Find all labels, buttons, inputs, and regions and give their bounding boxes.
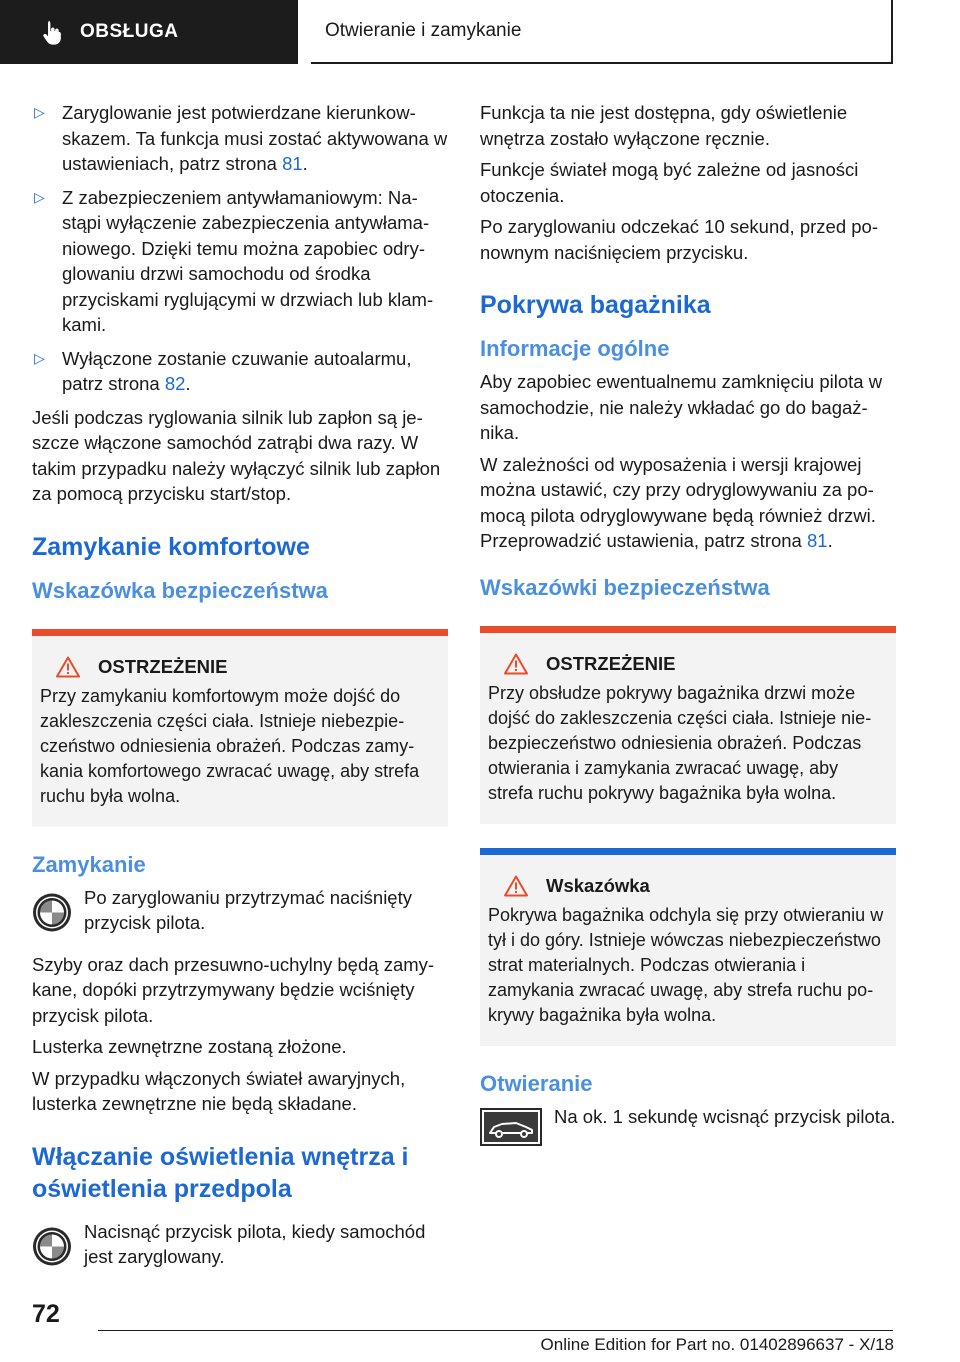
notice-text: Pokrywa bagażnika odchyla się przy otwieraniu w tył i do góry. Istnieje wówczas niebezpieczeństwo strat materialnych. Podczas otwierania i zamykania zwracać uwagę, aby strefa ruchu pokrywy bagażnika była wolna.: [488, 904, 884, 1025]
paragraph: [480, 452, 896, 554]
left-column: [32, 100, 448, 1286]
paragraph: Funkcja ta nie jest dostępna, gdy oświetlenie wnętrza zostało wyłączone ręcznie.: [480, 102, 848, 149]
notice-title: Wskazówka: [546, 874, 650, 896]
list-item-text: Z zabezpieczeniem antywłamaniowym: Nastąpi wyłączenie zabezpieczenia antywłamaniowego. Dzięki temu można zapobiec odryglowaniu drzwi samochodu od środka przyciskami ryglującymi w drzwiach lub klamkami.: [62, 186, 434, 335]
triangle-bullet-icon: ▷: [34, 104, 45, 120]
page-ref-link[interactable]: 81: [806, 530, 828, 551]
list-item-tail: .: [302, 153, 308, 174]
page-ref-link[interactable]: 81: [282, 153, 303, 174]
heading-interior-lights: Włączanie oświetlenia wnętrza i oświetlenia przedpola: [32, 1142, 409, 1203]
warning-header: [488, 653, 888, 675]
notice-box: [480, 848, 896, 1046]
list-item: [32, 346, 448, 397]
right-column: [480, 100, 896, 1162]
page-ref-link[interactable]: 82: [164, 373, 186, 394]
paragraph: Szyby oraz dach przesuwno-uchylny będą zamykane, dopóki przytrzymywany będzie wciśnięty przycisk pilota.: [32, 953, 435, 1026]
heading-safety-notes: Wskazówki bezpieczeństwa: [480, 574, 770, 600]
warning-title: OSTRZEŻENIE: [546, 652, 676, 674]
bmw-key-icon: [32, 1223, 72, 1270]
icon-paragraph: [32, 885, 448, 936]
list-item: [32, 100, 448, 177]
list-item-tail: .: [185, 373, 191, 394]
warning-triangle-icon: [504, 653, 528, 675]
page-number: 72: [32, 1300, 60, 1328]
warning-title: OSTRZEŻENIE: [98, 655, 228, 677]
paragraph: Jeśli podczas ryglowania silnik lub zapłon są jeszcze włączone samochód zatrąbi dwa razy. W takim przypadku należy wyłączyć silnik lub zapłon za pomocą przycisku start/stop.: [32, 406, 441, 504]
heading-opening: Otwieranie: [480, 1070, 593, 1096]
list-item-text: Wyłączone zostanie czuwanie autoalarmu, patrz strona: [62, 347, 412, 394]
hand-pointer-icon: [38, 18, 66, 46]
warning-triangle-icon: [504, 875, 528, 897]
footer-edition: Online Edition for Part no. 01402896637 - X/18: [540, 1335, 894, 1354]
icon-paragraph-text: Na ok. 1 sekundę wcisnąć przycisk pilota.: [554, 1105, 896, 1127]
paragraph: Aby zapobiec ewentualnemu zamknięciu pilota w samochodzie, nie należy wkładać go do bagażnika.: [480, 371, 883, 443]
icon-paragraph: [480, 1104, 896, 1146]
header-title-text: Otwieranie i zamykanie: [325, 20, 522, 41]
list-item: [32, 185, 448, 338]
paragraph: Lusterka zewnętrzne zostaną złożone.: [32, 1036, 347, 1057]
warning-text: Przy zamykaniu komfortowym może dojść do zakleszczenia części ciała. Istnieje niebezpieczeństwo odniesienia obrażeń. Podczas zamykania komfortowego zwracać uwagę, aby strefa ruchu była wolna.: [40, 685, 420, 806]
page-header-title: [311, 0, 893, 64]
list-item-text: Zaryglowanie jest potwierdzane kierunkowskazem. Ta funkcja musi zostać aktywowana w ustawieniach, patrz strona: [62, 102, 448, 174]
heading-closing: Zamykanie: [32, 851, 146, 877]
triangle-bullet-icon: ▷: [34, 188, 45, 205]
warning-box: [32, 629, 448, 827]
icon-paragraph-text: Po zaryglowaniu przytrzymać naciśnięty przycisk pilota.: [84, 886, 412, 933]
heading-trunk-lid: Pokrywa bagażnika: [480, 291, 711, 319]
paragraph: W przypadku włączonych świateł awaryjnych, lusterka zewnętrzne nie będą składane.: [32, 1067, 406, 1114]
section-label: OBSŁUGA: [80, 21, 179, 42]
triangle-bullet-icon: ▷: [34, 349, 45, 366]
paragraph: Po zaryglowaniu odczekać 10 sekund, przed ponownym naciśnięciem przycisku.: [480, 216, 878, 263]
bmw-key-icon: [32, 889, 72, 936]
section-tab: [0, 0, 298, 64]
paragraph-tail: .: [827, 530, 833, 551]
warning-text: Przy obsłudze pokrywy bagażnika drzwi może dojść do zakleszczenia części ciała. Istnieje niebezpieczeństwo odniesienia obrażeń. Podczas otwierania i zamykania zwracać uwagę, aby strefa ruchu pokrywy bagażnika była wolna.: [488, 682, 872, 803]
trunk-button-icon: [480, 1108, 542, 1146]
warning-box: [480, 626, 896, 824]
icon-paragraph: [32, 1219, 448, 1270]
warning-triangle-icon: [56, 656, 80, 678]
paragraph-text: W zależności od wyposażenia i wersji krajowej można ustawić, czy przy odryglowywaniu za pomocą pilota odryglowywane będą również drzwi. Przeprowadzić ustawienia, patrz strona: [480, 453, 876, 551]
icon-paragraph-text: Nacisnąć przycisk pilota, kiedy samochód jest zaryglowany.: [84, 1220, 426, 1267]
footer-divider: [98, 1330, 893, 1331]
heading-general-info: Informacje ogólne: [480, 336, 670, 361]
paragraph: Funkcje świateł mogą być zależne od jasności otoczenia.: [480, 159, 859, 206]
warning-header: [40, 656, 440, 678]
heading-safety-note: Wskazówka bezpieczeństwa: [32, 577, 328, 603]
notice-header: [488, 875, 888, 897]
bullet-list: [32, 100, 448, 397]
heading-comfort-closing: Zamykanie komfortowe: [32, 532, 310, 561]
